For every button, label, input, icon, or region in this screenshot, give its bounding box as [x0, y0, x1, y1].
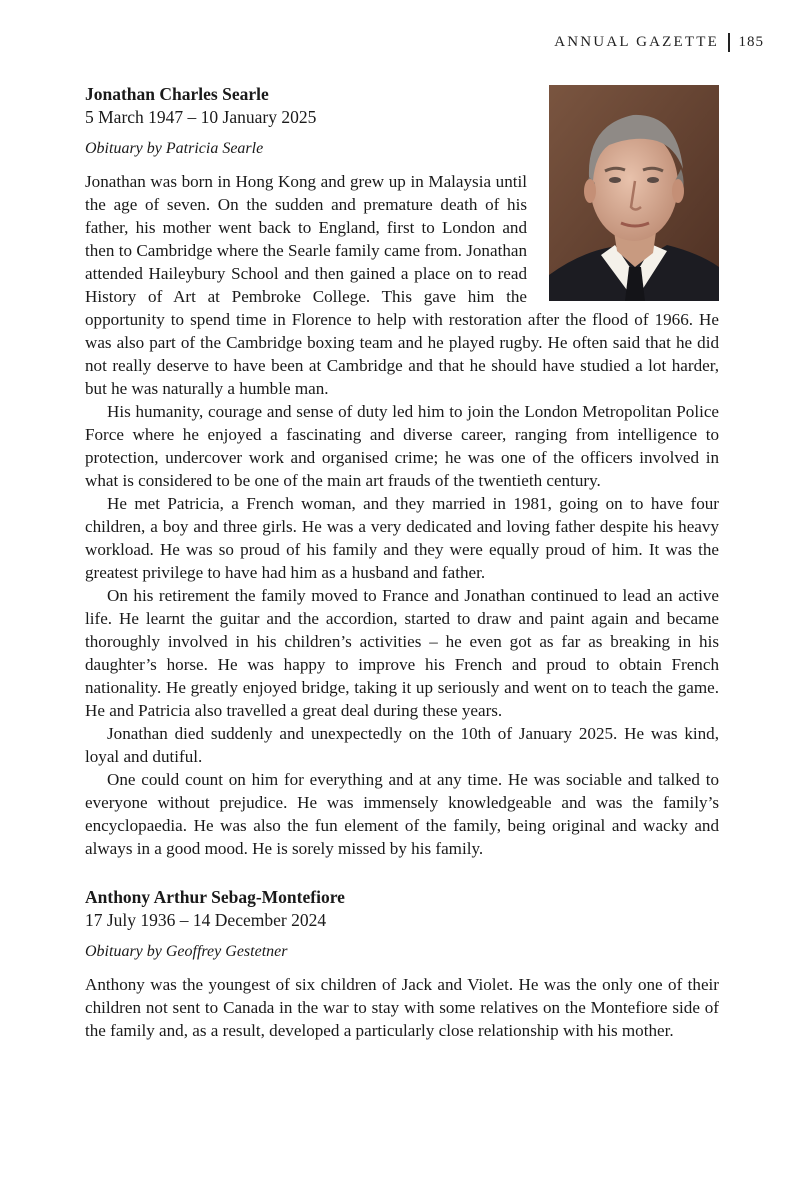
page-number: 185 — [738, 34, 764, 50]
obituary-paragraph: Jonathan died suddenly and unexpectedly on the 10th of January 2025. He was kind, loyal and dutiful. — [85, 724, 719, 766]
obituary-paragraph: His humanity, courage and sense of duty led him to join the London Metropolitan Police Force where he enjoyed a fascinating and diverse career, ranging from intelligence to protection, undercover work and organised crime; he was one of the officers involved in what is considered to be one of the main art frauds of the twentieth century. — [85, 402, 719, 490]
obituary-paragraph: He met Patricia, a French woman, and they married in 1981, going on to have four children, a boy and three girls. He was a very dedicated and loving father despite his heavy workload. He was so proud of his family and they were equally proud of him. It was the greatest privilege to have had him as a husband and father. — [85, 494, 719, 582]
publication-title: ANNUAL GAZETTE — [554, 34, 719, 50]
obituary-byline: Obituary by Patricia Searle — [85, 140, 264, 157]
obituary-paragraph: Anthony was the youngest of six children of Jack and Violet. He was the only one of their children not sent to Canada in the war to stay with some relatives on the Montefiore side of the family and, as a result, developed a particularly close relationship with his mother. — [85, 975, 719, 1040]
header-divider — [728, 33, 730, 52]
running-head — [554, 33, 764, 52]
obituary-paragraph: One could count on him for everything and at any time. He was sociable and talked to everyone without prejudice. He was immensely knowledgeable and was the family’s encyclopaedia. He was also the fun element of the family, being original and wacky and always in a good mood. He is sorely missed by his family. — [85, 770, 719, 858]
obituary-searle — [85, 83, 719, 860]
obituary-byline: Obituary by Geoffrey Gestetner — [85, 943, 288, 960]
obituary-dates: 17 July 1936 – 14 December 2024 — [85, 910, 327, 930]
obituary-name: Anthony Arthur Sebag-Montefiore — [85, 887, 345, 907]
portrait-photo — [549, 85, 719, 301]
obituary-paragraph: Jonathan was born in Hong Kong and grew up in Malaysia until the age of seven. On the sudden and premature death of his father, his mother went back to England, first to London and then to Cambridge where the Searle family came from. Jonathan attended Haileybury School and then gained a place on to read History of Art at Pembroke College. This gave him the opportunity to spend time in Florence to help with restoration after the flood of 1966. He was also part of the Cambridge boxing team and he played rugby. He often said that he did not really deserve to have been at Cambridge and that he should have studied a lot harder, but he was naturally a humble man. — [85, 172, 719, 398]
obituary-dates: 5 March 1947 – 10 January 2025 — [85, 107, 317, 127]
obituary-paragraph: On his retirement the family moved to France and Jonathan continued to lead an active life. He learnt the guitar and the accordion, started to draw and paint again and became thoroughly involved in his children’s activities – he even got as far as breaking in his daughter’s horse. He was happy to improve his French and proud to obtain French nationality. He greatly enjoyed bridge, taking it up seriously and went on to teach the game. He and Patricia also travelled a great deal during these years. — [85, 586, 719, 720]
obituary-sebag-montefiore — [85, 886, 719, 1042]
obituary-name: Jonathan Charles Searle — [85, 84, 269, 104]
page-content — [85, 83, 719, 1042]
